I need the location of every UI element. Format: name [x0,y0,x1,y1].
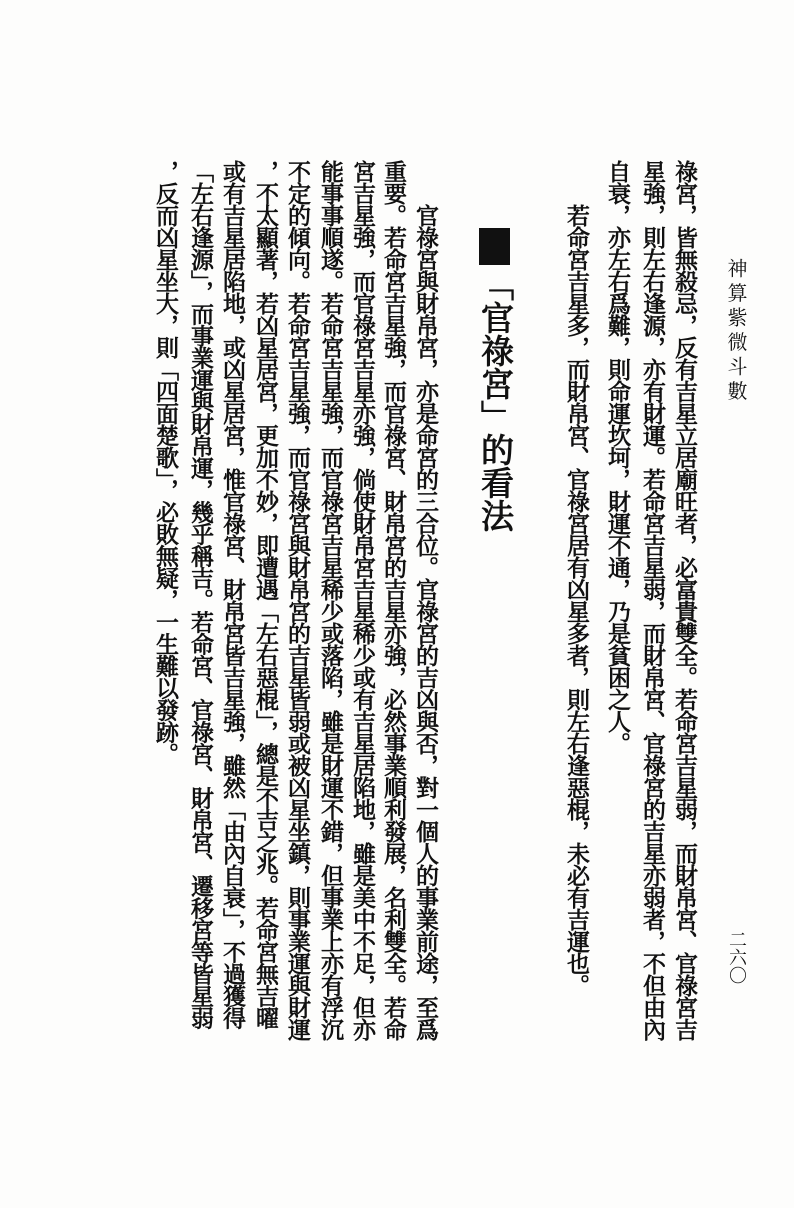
text-line: 自衰，亦左右爲難，則命運坎坷，財運不通，乃是貧困之人。 [604,160,631,754]
text-line: ，不太顯著，若凶星居宮，更加不妙，即遭遇「左右惡棍」，總是不吉之兆。若命宮無吉曜 [252,160,279,1029]
text-line: 能事事順遂。若命宮吉星強，而官祿宮吉星稀少或落陷，雖是財運不錯，但事業上亦有浮沉 [317,160,344,1040]
heading-square-bullet [479,228,510,265]
text-line: 重要。若命宮吉星強，而官祿宮、財帛宮的吉星亦強，必然事業順利發展，名利雙全。若命 [380,160,407,1040]
section-heading-text: 「官祿宮」的看法 [476,268,515,532]
text-line: 官祿宮與財帛宮，亦是命宮的三合位。官祿宮的吉凶與否，對一個人的事業前途，至爲 [412,204,439,1040]
text-line: 星強，則左右逢源，亦有財運。若命宮吉星弱，而財帛宮、官祿宮的吉星亦弱者，不但由內 [639,160,666,1040]
text-line: ，反而凶星坐大，則「四面楚歌」，必敗無疑，一生難以發跡。 [152,160,179,765]
page-number: 二六〇 [726,930,747,984]
text-line: 不定的傾向。若命宮吉星強，而官祿宮與財帛宮的吉星皆弱或被凶星坐鎮，則事業運與財運 [284,160,311,1040]
running-head-title: 神算紫微斗數 [724,258,748,405]
text-line: 祿宮，皆無殺忌，反有吉星立居廟旺者，必富貴雙全。若命宮吉星弱，而財帛宮、官祿宮吉 [671,160,698,1040]
text-line: 宮吉星強，而官祿宮吉星亦強，倘使財帛宮吉星稀少或有吉星居陷地，雖是美中不足，但亦 [349,160,376,1040]
text-line: 「左右逢源」，而事業運與財帛運，幾乎稱吉。若命宮、官祿宮、財帛宮、遷移宮等皆星弱 [187,160,214,1029]
text-line: 若命宮吉星多，而財帛宮、官祿宮居有凶星多者，則左右逢惡棍，未必有吉運也。 [563,204,590,996]
text-line: 或有吉星居陷地，或凶星居宮，惟官祿宮、財帛宮皆吉星強，雖然「由內自衰」，不過獲得 [219,160,246,1029]
